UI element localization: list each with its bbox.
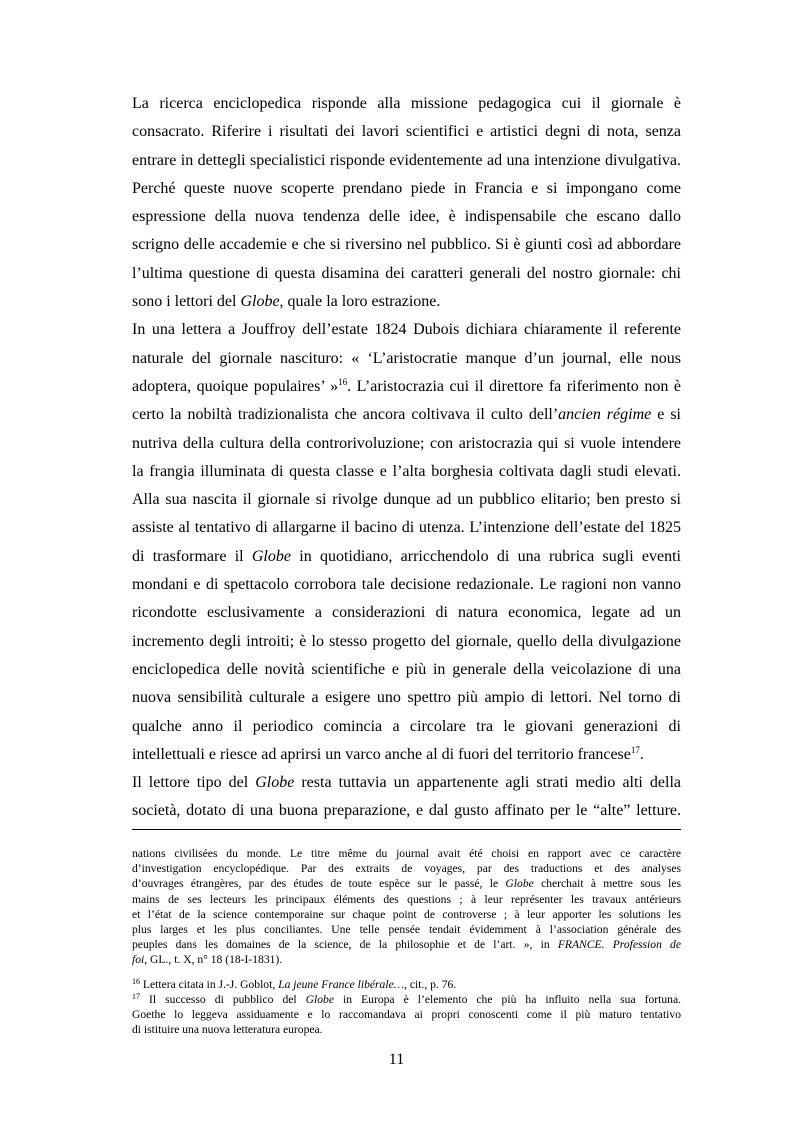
text-line: nutriva della cultura della controrivoluzione; con aristocrazia qui si vuole intendere <box>132 434 681 452</box>
journal-title: Globe <box>240 293 280 311</box>
footnote-separator <box>132 829 681 830</box>
text-line: consacrato. Riferire i risultati dei lavori scientifici e artistici degni di nota, senza <box>132 123 681 141</box>
text-line: società, dotato di una buona preparazione, e dal gusto affinato per le “alte” letture. <box>132 802 681 820</box>
footnote-line: mains de ses lecteurs les principaux éléments des questions ; à leur représenter les travaux antérieurs <box>132 892 681 906</box>
text-line: la frangia illuminata di questa classe e l’alta borghesia coltivata dagli studi elevati. <box>132 462 681 480</box>
text-line: ricondotte esclusivamente a considerazioni di natura economica, legate ad un <box>132 604 681 622</box>
text-line: qualche anno il periodico comincia a circolare tra le giovani generazioni di <box>132 717 681 735</box>
text-line: di trasformare il Globe in quotidiano, arricchendolo di una rubrica sugli eventi <box>132 547 681 565</box>
text-line: Alla sua nascita il giornale si rivolge dunque ad un pubblico elitario; ben presto si <box>132 491 681 509</box>
text-line: l’ultima questione di questa disamina dei caratteri generali del nostro giornale: chi <box>132 264 681 282</box>
italic-phrase: ancien régime <box>558 406 652 424</box>
footnotes <box>132 846 681 1037</box>
footnote-line: d’ouvrages étrangères, par des études de toute espèce sur le passé, le Globe cherchait à mettre sous les <box>132 877 681 891</box>
footnote-line: plus larges et les plus conciliantes. Une telle pensée tendait évidemment à l’association générale des <box>132 922 681 936</box>
text-line: Perché queste nuove scoperte prendano piede in Francia e si impongano come <box>132 179 681 197</box>
footnote-16: $^{16}$ Lettera citata in J.-J. Goblot, La jeune France libérale…, cit., p. 76. <box>132 976 457 991</box>
text-line: enciclopedica delle novità scientifiche e più in generale della veicolazione di una <box>132 660 681 678</box>
footnote-line: et l’état de la science contemporaine sur chaque point de controverse ; à leur apporter les solutions les <box>132 907 681 921</box>
footnote-line: nations civilisées du monde. Le titre même du journal avait été choisi en rapport avec ce caractère <box>132 847 681 860</box>
text-line: entrare in dettegli specialistici risponde evidentemente ad una intenzione divulgativa. <box>132 151 681 169</box>
text-line: La ricerca enciclopedica risponde alla missione pedagogica cui il giornale è <box>132 95 681 112</box>
footnote-line: d’investigation encyclopédique. Par des extraits de voyages, par des traductions et des analyses <box>132 862 681 876</box>
journal-title: Globe <box>255 774 295 792</box>
footnote-number: 16 <box>132 976 140 986</box>
footnote-line: peuples dans les domaines de la science, de la philosophie et de l’art. », in FRANCE. Profession de <box>132 938 681 952</box>
text-line: adoptera, quoique populaires’ »$^{16}$. L’aristocrazia cui il direttore fa riferimento non è <box>132 376 681 395</box>
text-line: assiste al tentativo di allargarne il bacino di utenza. L’intenzione dell’estate del 1825 <box>132 519 681 537</box>
text-line: scrigno delle accademie e che si riversino nel pubblico. Si è giunti così ad abbordare <box>132 236 681 254</box>
text-line: nuova sensibilità culturale a esigere uno spettro più ampio di lettori. Nel torno di <box>132 689 681 707</box>
page-number: 11 <box>388 1051 405 1068</box>
journal-title: Globe <box>251 547 291 565</box>
footnote-line: foi, GL., t. X, n° 18 (18-I-1831). <box>132 953 283 967</box>
text-line: incremento degli introiti; è lo stesso progetto del giornale, quello della divulgazione <box>132 632 681 650</box>
main-text <box>132 90 681 826</box>
text-line: naturale del giornale nascituro: « ‘L’aristocratie manque d’un journal, elle nous <box>132 349 681 367</box>
footnote-line: di istituire una nuova letteratura europea. <box>132 1023 323 1037</box>
text-line: certo la nobiltà tradizionalista che ancora coltivava il culto dell’ancien régime e si <box>132 406 681 424</box>
footnote-ref: 16 <box>338 376 348 387</box>
footnote-ref: 17 <box>630 744 640 755</box>
text-line: mondani e di spettacolo corrobora tale decisione redazionale. Le ragioni non vanno <box>132 576 681 594</box>
text-line: intellettuali e riesce ad aprirsi un varco anche al di fuori del territorio francese$^{17}$. <box>132 744 644 763</box>
text-line: espressione della nuova tendenza delle idee, è indispensabile che escano dallo <box>132 208 681 226</box>
footnote-gap <box>132 968 681 977</box>
footnote-17: $^{17}$ Il successo di pubblico del Globe in Europa è l’elemento che più ha influito nella sua fortuna. <box>132 991 682 1006</box>
footnote-line: Goethe lo leggeva assiduamente e lo raccomandava ai propri conoscenti come il più maturo tentativo <box>132 1007 681 1021</box>
footnote-number: 17 <box>132 991 140 1001</box>
text-line: sono i lettori del Globe, quale la loro estrazione. <box>132 293 441 311</box>
text-line: In una lettera a Jouffroy dell’estate 1824 Dubois dichiara chiaramente il referente <box>132 321 681 339</box>
text-line: Il lettore tipo del Globe resta tuttavia un appartenente agli strati medio alti della <box>132 774 682 792</box>
